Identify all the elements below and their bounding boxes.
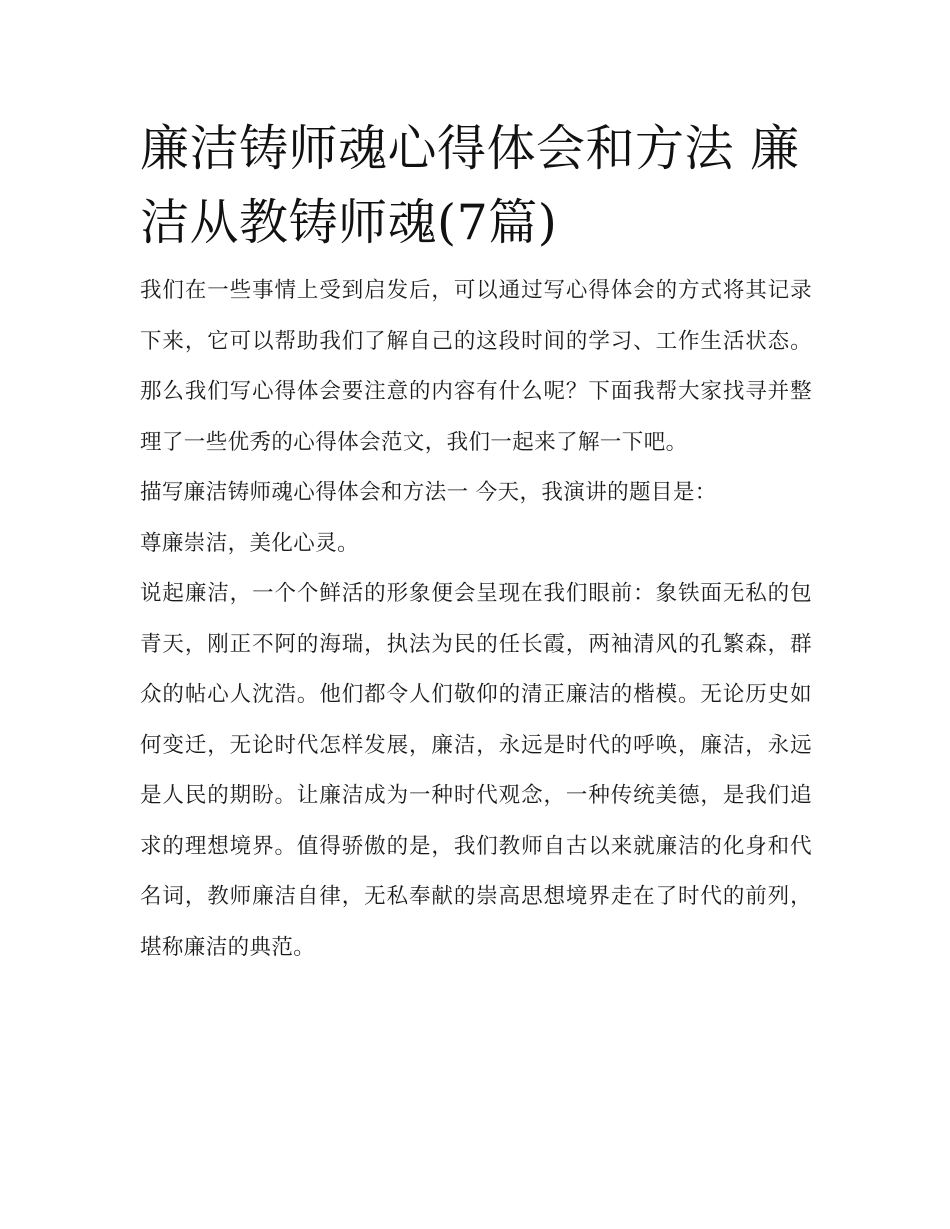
speech-topic-paragraph: 尊廉崇洁，美化心灵。 (140, 530, 360, 556)
intro-paragraph: 我们在一些事情上受到启发后，可以通过写心得体会的方式将其记录下来，它可以帮助我们了解自己的这段时间的学习、工作生活状态。那么我们写心得体会要注意的内容有什么呢？下面我帮大家找寻并整理了一些优秀的心得体会范文，我们一起来了解一下吧。 (140, 278, 812, 455)
body-paragraph: 说起廉洁，一个个鲜活的形象便会呈现在我们眼前：象铁面无私的包青天，刚正不阿的海瑞，执法为民的任长霞，两袖清风的孔繁森，群众的帖心人沈浩。他们都令人们敬仰的清正廉洁的楷模。无论历史如何变迁，无论时代怎样发展，廉洁，永远是时代的呼唤，廉洁，永远是人民的期盼。让廉洁成为一种时代观念，一种传统美德，是我们追求的理想境界。值得骄傲的是，我们教师自古以来就廉洁的化身和代名词，教师廉洁自律，无私奉献的崇高思想境界走在了时代的前列，堪称廉洁的典范。 (140, 581, 812, 960)
section-heading-paragraph: 描写廉洁铸师魂心得体会和方法一 今天，我演讲的题目是： (140, 480, 717, 505)
document-title: 廉洁铸师魂心得体会和方法 廉洁从教铸师魂(7篇) (140, 120, 800, 251)
document-page (140, 112, 812, 973)
